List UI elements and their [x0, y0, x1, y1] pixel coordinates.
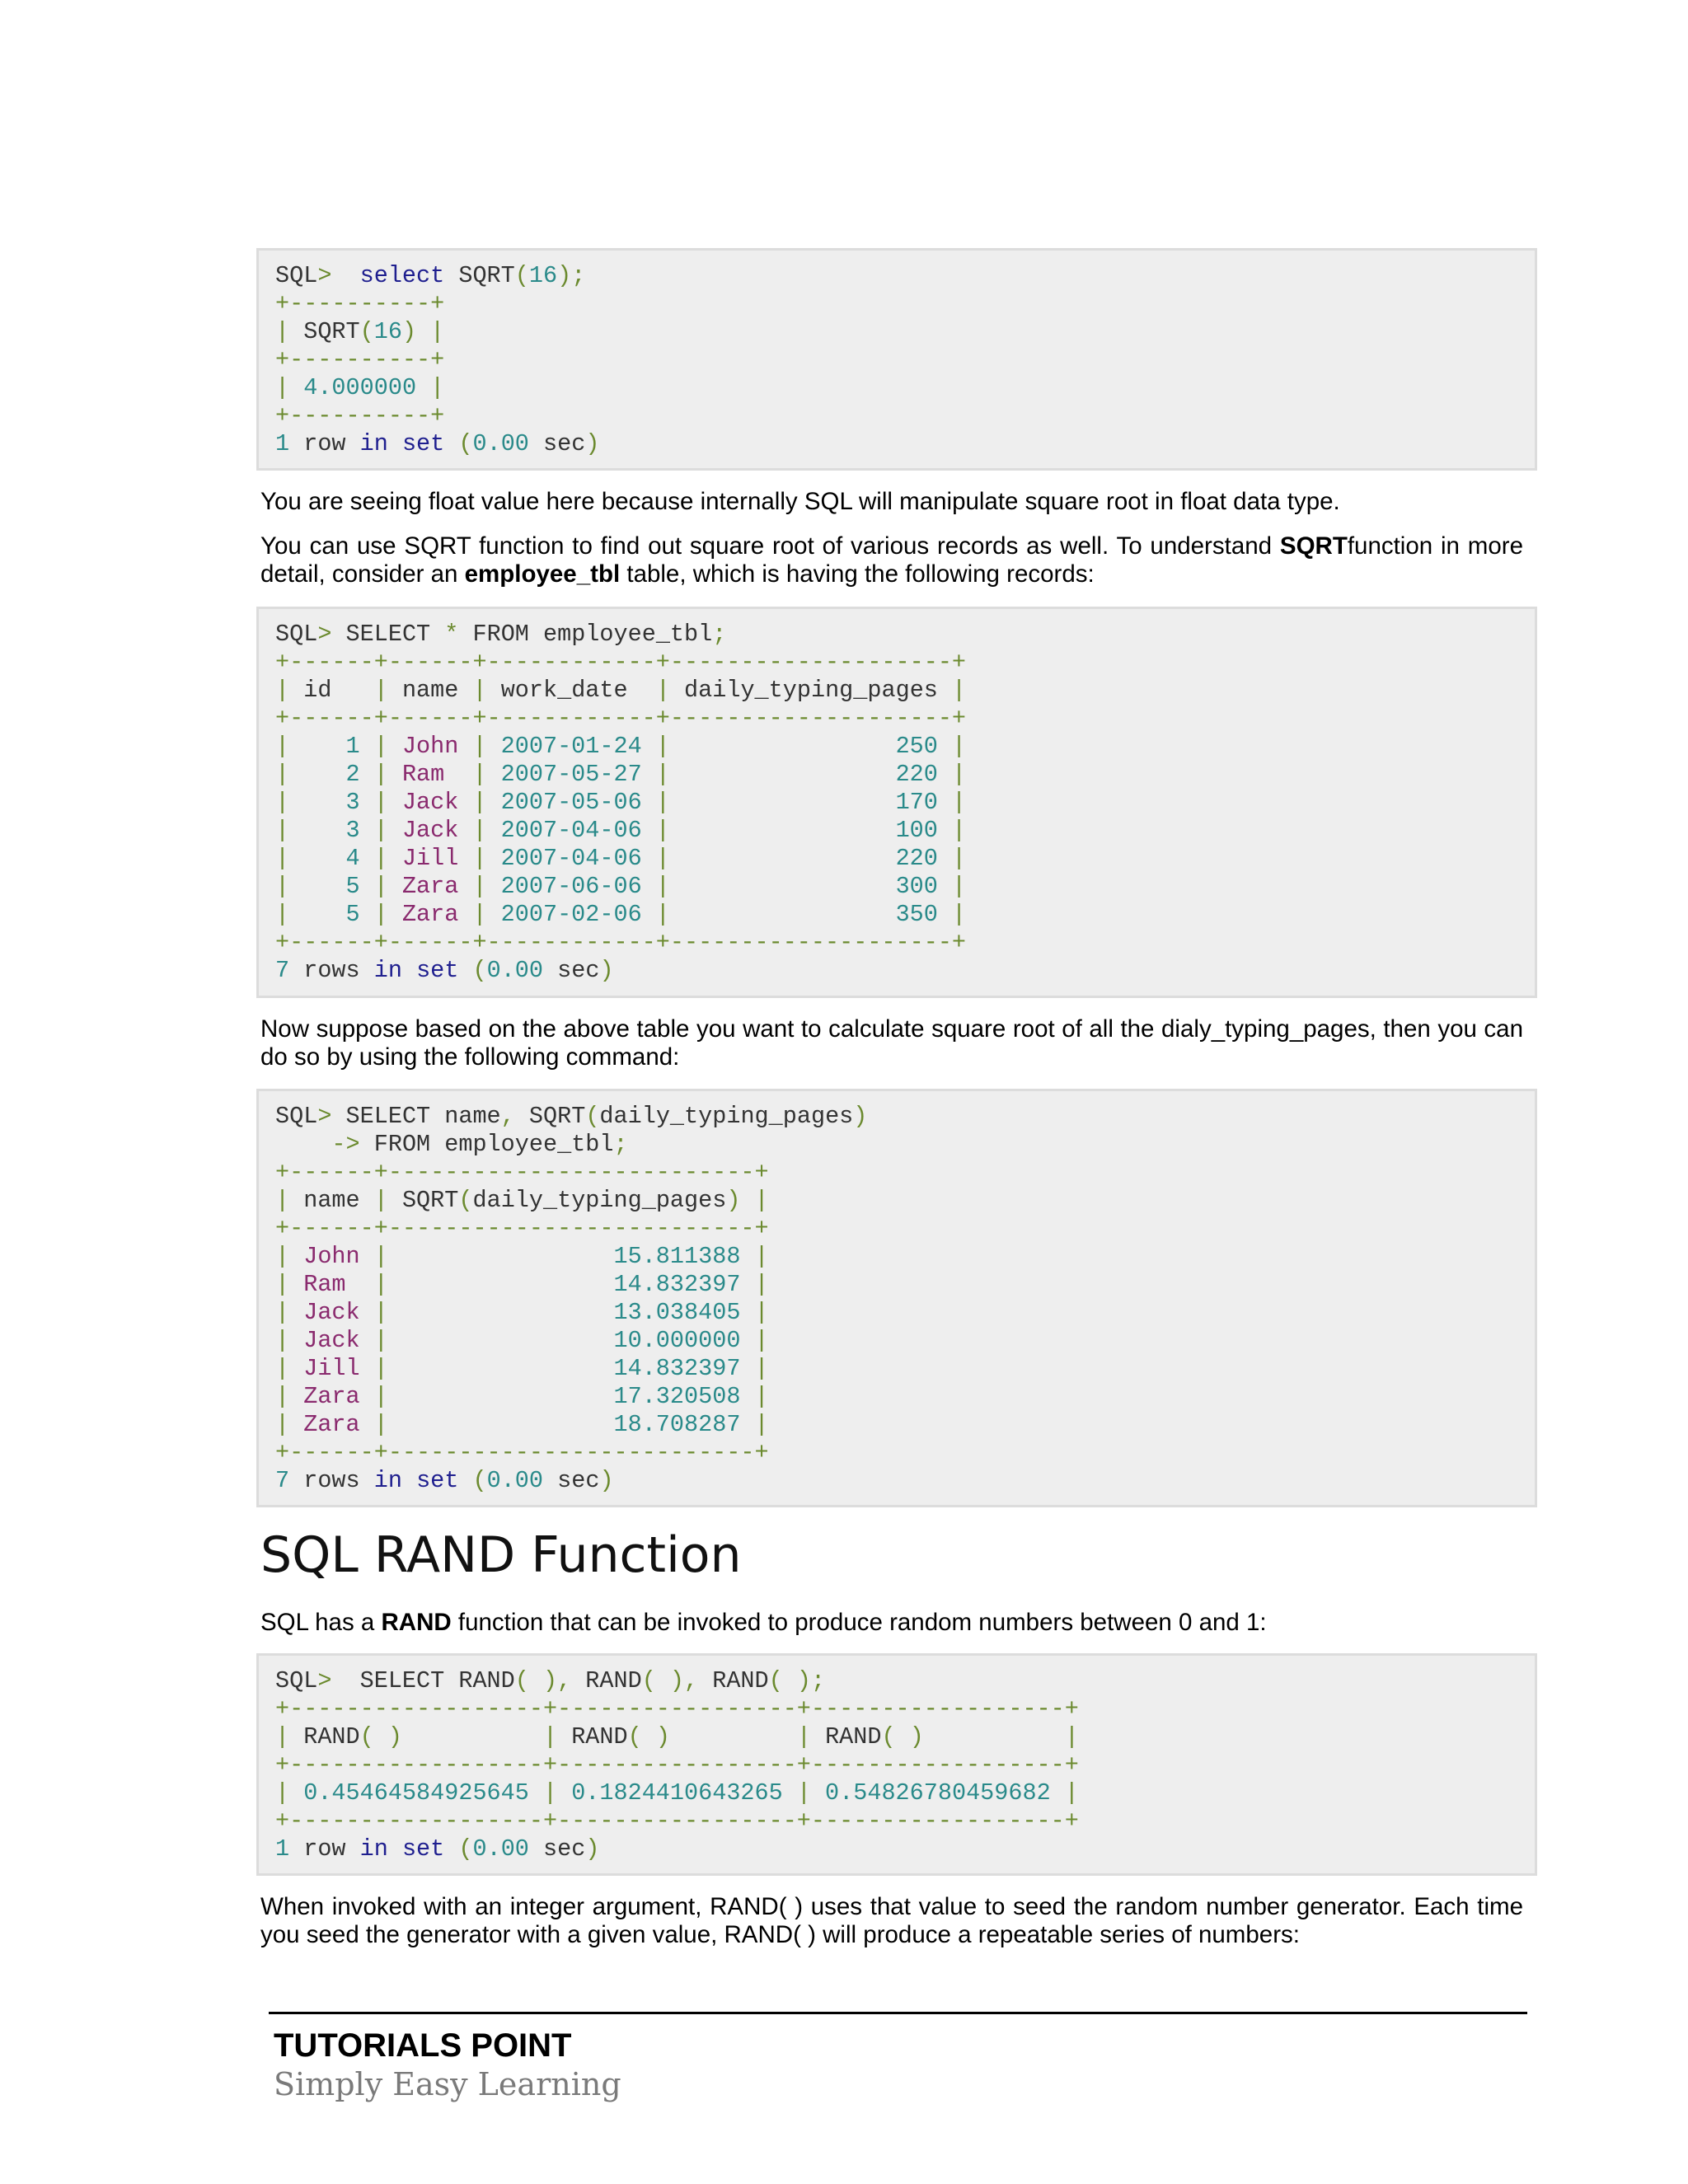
code-line — [275, 1187, 1535, 1215]
code-token: | — [275, 318, 304, 345]
code-token: SQRT — [444, 262, 515, 289]
code-token: | — [275, 1723, 304, 1750]
code-token: set — [401, 430, 445, 457]
code-token: ( — [472, 957, 487, 984]
code-line — [275, 1723, 1535, 1751]
code-token — [402, 1467, 416, 1494]
code-token: 17.320508 — [613, 1383, 741, 1410]
code-token — [402, 957, 416, 984]
code-token: 0.54826780459682 — [825, 1779, 1051, 1807]
code-token: Jill — [401, 845, 459, 872]
code-line — [275, 1383, 1535, 1411]
code-token: | — [359, 1411, 614, 1438]
code-token: | — [275, 1299, 304, 1326]
code-token: FROM employee_tbl — [373, 1131, 614, 1158]
code-token — [458, 1467, 472, 1494]
code-token: RAND — [303, 1723, 360, 1750]
code-token: | — [458, 789, 501, 816]
code-token: > — [317, 1103, 346, 1130]
code-line — [275, 957, 1535, 985]
code-token: SQL — [275, 1103, 318, 1130]
code-line — [275, 1807, 1535, 1835]
code-line — [275, 290, 1535, 318]
code-token: +------------------+-----------------+------------------+ — [275, 1807, 1079, 1835]
code-token: name — [401, 677, 473, 704]
code-token: | — [359, 761, 402, 788]
code-block-rand-query — [256, 1653, 1537, 1876]
code-line — [275, 1243, 1535, 1271]
code-token: 0.00 — [486, 1467, 544, 1494]
code-token: name — [303, 1187, 374, 1214]
code-token: | — [359, 901, 402, 928]
code-token: 220 — [895, 845, 938, 872]
code-token: John — [401, 733, 459, 760]
code-token: > — [317, 1667, 360, 1694]
code-token: | — [458, 761, 501, 788]
code-token: ( ); — [768, 1667, 826, 1694]
code-line — [275, 929, 1535, 957]
code-token: 2007-06-06 — [500, 873, 642, 900]
code-token: | — [359, 845, 402, 872]
code-token: ( ), — [641, 1667, 713, 1694]
code-token: SQL — [275, 621, 318, 648]
code-token: 2 — [345, 761, 360, 788]
code-line — [275, 1327, 1535, 1355]
code-token: Zara — [401, 873, 459, 900]
code-token: | — [458, 901, 501, 928]
code-token: SELECT RAND — [359, 1667, 515, 1694]
code-token: 220 — [895, 761, 938, 788]
code-token: set — [416, 1467, 459, 1494]
code-token: | — [740, 1271, 769, 1298]
code-line — [275, 761, 1535, 789]
code-token: rows — [289, 957, 374, 984]
code-token: | — [641, 817, 896, 844]
code-line — [275, 733, 1535, 761]
code-token: FROM employee_tbl — [472, 621, 713, 648]
code-line — [275, 1131, 1535, 1159]
code-token: ; — [712, 621, 727, 648]
code-token: 1 — [345, 733, 360, 760]
code-token: RAND — [585, 1667, 642, 1694]
footer-title: TUTORIALS POINT — [274, 2027, 572, 2064]
code-line — [275, 1467, 1535, 1495]
code-token: RAND — [571, 1723, 628, 1750]
code-token: | — [275, 789, 346, 816]
code-token: ) — [585, 430, 600, 457]
code-token: in — [373, 957, 402, 984]
code-token: | — [359, 789, 402, 816]
code-token: daily_typing_pages — [472, 1187, 727, 1214]
para2-text-c: function in more detail, consider an — [260, 532, 1523, 588]
code-token: John — [303, 1243, 360, 1270]
code-token: 2007-01-24 — [500, 733, 642, 760]
code-token: ( ), — [514, 1667, 586, 1694]
code-token: | — [740, 1327, 769, 1354]
code-token: ( — [514, 262, 529, 289]
code-line — [275, 621, 1535, 649]
code-token: daily_typing_pages — [599, 1103, 854, 1130]
code-token: Zara — [303, 1411, 360, 1438]
code-line — [275, 1411, 1535, 1439]
code-token: ) | — [401, 318, 445, 345]
code-token: | — [359, 733, 402, 760]
code-token: | — [275, 1327, 304, 1354]
code-token: SQRT — [528, 1103, 586, 1130]
code-token: 300 — [895, 873, 938, 900]
code-token: | — [416, 374, 445, 401]
code-token: | — [740, 1243, 769, 1270]
code-line — [275, 430, 1535, 458]
code-token: 4 — [345, 845, 360, 872]
code-token: SQL — [275, 1667, 318, 1694]
code-token: | — [937, 789, 967, 816]
code-token: ( ) | — [881, 1723, 1079, 1750]
code-token: | — [937, 817, 967, 844]
code-token: | — [275, 761, 346, 788]
code-token: 14.832397 — [613, 1271, 741, 1298]
code-token: 2007-05-06 — [500, 789, 642, 816]
code-token: SQL — [275, 262, 318, 289]
code-token: | — [641, 845, 896, 872]
code-token: | — [275, 901, 346, 928]
code-line — [275, 1779, 1535, 1807]
code-token: 15.811388 — [613, 1243, 741, 1270]
code-token: SELECT — [345, 621, 445, 648]
code-token: +------+--------------------------+ — [275, 1159, 769, 1186]
code-token: daily_typing_pages — [684, 677, 952, 704]
code-token — [444, 430, 458, 457]
code-token: | — [275, 374, 304, 401]
code-token: 2007-05-27 — [500, 761, 642, 788]
code-token: 0.1824410643265 — [571, 1779, 783, 1807]
code-token: ); — [557, 262, 586, 289]
code-token — [444, 1835, 458, 1863]
code-token: | — [937, 761, 967, 788]
code-token: ) — [599, 1467, 614, 1494]
code-token: 16 — [528, 262, 558, 289]
code-token: 5 — [345, 901, 360, 928]
code-token: sec — [528, 1835, 586, 1863]
code-token: 0.00 — [472, 1835, 529, 1863]
para4-bold-rand: RAND — [381, 1609, 452, 1636]
code-token: | — [275, 1187, 304, 1214]
code-token: | — [740, 1383, 769, 1410]
paragraph-float-note: You are seeing float value here because internally SQL will manipulate square root in float data type. — [260, 488, 1340, 515]
code-line — [275, 1835, 1535, 1863]
code-token: SELECT name — [345, 1103, 501, 1130]
para2-bold-sqrt: SQRT — [1279, 532, 1348, 560]
code-token: rows — [289, 1467, 374, 1494]
code-token: ( — [359, 318, 374, 345]
code-token: -> — [275, 1131, 374, 1158]
code-token: ( ) | — [627, 1723, 826, 1750]
para2-bold-table: employee_tbl — [464, 560, 621, 588]
code-token: 4.000000 — [303, 374, 417, 401]
code-token: Jack — [401, 817, 459, 844]
code-token: +------+------+------------+--------------------+ — [275, 649, 967, 676]
code-block-sqrt-16 — [256, 248, 1537, 471]
code-token: 13.038405 — [613, 1299, 741, 1326]
code-token: 2007-02-06 — [500, 901, 642, 928]
code-token: ) — [599, 957, 614, 984]
para4-text-c: function that can be invoked to produce random numbers between 0 and 1: — [451, 1609, 1267, 1636]
code-line — [275, 705, 1535, 733]
code-token: | — [275, 733, 346, 760]
code-token: ( — [458, 430, 473, 457]
code-token: | — [782, 1779, 826, 1807]
code-token: ) | — [726, 1187, 769, 1214]
code-token: | — [275, 817, 346, 844]
code-token: +------------------+-----------------+------------------+ — [275, 1695, 1079, 1722]
code-token: row — [289, 1835, 360, 1863]
code-token: | — [937, 873, 967, 900]
para4-text-a: SQL has a — [260, 1609, 382, 1636]
code-token: select — [359, 262, 445, 289]
code-token: Ram — [401, 761, 459, 788]
code-block-employee-table — [256, 607, 1537, 998]
code-token: | — [641, 761, 896, 788]
code-token: 0.00 — [472, 430, 529, 457]
code-token: Zara — [303, 1383, 360, 1410]
code-token: | — [359, 1271, 614, 1298]
code-token: sec — [543, 957, 600, 984]
code-token: | — [641, 873, 896, 900]
code-token: ; — [613, 1131, 628, 1158]
footer-subtitle: Simply Easy Learning — [274, 2066, 621, 2102]
code-token: 350 — [895, 901, 938, 928]
code-token: | — [275, 677, 304, 704]
code-token: | — [641, 733, 896, 760]
code-token: | — [359, 1383, 614, 1410]
code-token: | — [458, 845, 501, 872]
code-token: in — [359, 430, 388, 457]
code-token: 170 — [895, 789, 938, 816]
code-token: | — [275, 1271, 304, 1298]
code-token: in — [359, 1835, 388, 1863]
code-line — [275, 402, 1535, 430]
code-token: SQRT — [303, 318, 360, 345]
code-token: 0.00 — [486, 957, 544, 984]
code-line — [275, 1439, 1535, 1467]
code-token — [388, 430, 402, 457]
code-line — [275, 318, 1535, 346]
code-token: +----------+ — [275, 402, 445, 429]
code-token: sec — [543, 1467, 600, 1494]
code-token: work_date — [500, 677, 656, 704]
code-line — [275, 374, 1535, 402]
code-line — [275, 1667, 1535, 1695]
code-line — [275, 1103, 1535, 1131]
code-token: | — [458, 873, 501, 900]
para2-text-e: table, which is having the following records: — [620, 560, 1095, 588]
code-token: | — [359, 1243, 614, 1270]
code-token: | — [937, 901, 967, 928]
code-token: Zara — [401, 901, 459, 928]
code-line — [275, 262, 1535, 290]
code-token: | — [641, 901, 896, 928]
code-token: +----------+ — [275, 290, 445, 317]
code-line — [275, 1695, 1535, 1723]
code-token: id — [303, 677, 374, 704]
code-token: | — [373, 1187, 402, 1214]
code-token: +----------+ — [275, 346, 445, 373]
code-token: in — [373, 1467, 402, 1494]
code-token: 3 — [345, 789, 360, 816]
code-token: ( — [585, 1103, 600, 1130]
code-token: | — [359, 1327, 614, 1354]
code-token: +------+--------------------------+ — [275, 1215, 769, 1242]
code-token: ( ) | — [359, 1723, 572, 1750]
code-token: | — [472, 677, 501, 704]
code-token: RAND — [825, 1723, 882, 1750]
code-line — [275, 346, 1535, 374]
code-token: | — [740, 1355, 769, 1382]
code-token: sec — [528, 430, 586, 457]
code-token: 10.000000 — [613, 1327, 741, 1354]
code-token: set — [416, 957, 459, 984]
code-token: row — [289, 430, 360, 457]
code-line — [275, 1271, 1535, 1299]
section-heading: SQL RAND Function — [260, 1526, 742, 1584]
code-token: | — [458, 817, 501, 844]
code-token: ) — [853, 1103, 868, 1130]
code-line — [275, 1159, 1535, 1187]
code-token: 7 — [275, 957, 290, 984]
code-line — [275, 649, 1535, 677]
code-token — [388, 1835, 402, 1863]
code-token: +------+------+------------+--------------------+ — [275, 705, 967, 732]
code-token: | — [275, 1355, 304, 1382]
code-token: 18.708287 — [613, 1411, 741, 1438]
code-token: +------------------+-----------------+------------------+ — [275, 1751, 1079, 1779]
code-token: 7 — [275, 1467, 290, 1494]
code-token: | — [740, 1411, 769, 1438]
code-token: | — [641, 789, 896, 816]
code-token: * — [444, 621, 473, 648]
code-token: | — [275, 1411, 304, 1438]
code-token: Jack — [303, 1327, 360, 1354]
code-token: Jack — [401, 789, 459, 816]
code-token: +------+------+------------+--------------------+ — [275, 929, 967, 956]
code-line — [275, 1751, 1535, 1779]
code-token: | — [359, 873, 402, 900]
code-token: | — [275, 845, 346, 872]
code-token — [458, 957, 472, 984]
code-token: ) — [585, 1835, 600, 1863]
code-line — [275, 901, 1535, 929]
code-token: 1 — [275, 430, 290, 457]
code-token: | — [373, 677, 402, 704]
code-token: | — [275, 1243, 304, 1270]
code-token: 5 — [345, 873, 360, 900]
code-token: ( — [458, 1187, 473, 1214]
code-token: ( — [472, 1467, 487, 1494]
code-token: 2007-04-06 — [500, 817, 642, 844]
code-token: 2007-04-06 — [500, 845, 642, 872]
code-token: | — [458, 733, 501, 760]
footer-divider — [269, 2012, 1527, 2014]
code-token: set — [401, 1835, 445, 1863]
code-line — [275, 1215, 1535, 1243]
code-token: | — [740, 1299, 769, 1326]
code-token: | — [528, 1779, 572, 1807]
code-block-sqrt-query — [256, 1089, 1537, 1507]
code-token: 0.45464584925645 — [303, 1779, 529, 1807]
paragraph-rand-intro — [260, 1609, 1523, 1637]
code-token: | — [359, 1355, 614, 1382]
code-line — [275, 789, 1535, 817]
code-token: +------+--------------------------+ — [275, 1439, 769, 1466]
code-token: | — [1050, 1779, 1079, 1807]
code-token: , — [500, 1103, 529, 1130]
code-token: Ram — [303, 1271, 360, 1298]
code-token: 3 — [345, 817, 360, 844]
code-token: | — [937, 733, 967, 760]
code-token: | — [275, 1779, 304, 1807]
code-token: | — [655, 677, 685, 704]
para2-text-a: You can use SQRT function to find out square root of various records as well. To understand — [260, 532, 1280, 560]
code-token: 14.832397 — [613, 1355, 741, 1382]
code-token: | — [275, 1383, 304, 1410]
code-token: Jill — [303, 1355, 360, 1382]
code-line — [275, 817, 1535, 845]
code-line — [275, 1355, 1535, 1383]
paragraph-rand-seed: When invoked with an integer argument, RAND( ) uses that value to seed the random number generator. Each time you seed the generator with a given value, RAND( ) will produce a repeatable series of numbers: — [260, 1893, 1523, 1948]
code-line — [275, 845, 1535, 873]
code-token: > — [317, 621, 346, 648]
paragraph-sqrt-records — [260, 532, 1523, 588]
code-token: 250 — [895, 733, 938, 760]
code-token: | — [359, 1299, 614, 1326]
code-token: | — [275, 873, 346, 900]
code-token: SQRT — [401, 1187, 459, 1214]
code-token: 100 — [895, 817, 938, 844]
paragraph-sqrt-command: Now suppose based on the above table you want to calculate square root of all the dialy_typing_pages, then you can do so by using the following command: — [260, 1015, 1523, 1071]
code-token: | — [359, 817, 402, 844]
code-token: Jack — [303, 1299, 360, 1326]
code-token: | — [937, 845, 967, 872]
code-token: 1 — [275, 1835, 290, 1863]
code-token: RAND — [712, 1667, 769, 1694]
code-line — [275, 677, 1535, 705]
code-token: > — [317, 262, 360, 289]
code-token: 16 — [373, 318, 402, 345]
code-token: ( — [458, 1835, 473, 1863]
code-token: | — [952, 677, 967, 704]
code-line — [275, 873, 1535, 901]
code-line — [275, 1299, 1535, 1327]
